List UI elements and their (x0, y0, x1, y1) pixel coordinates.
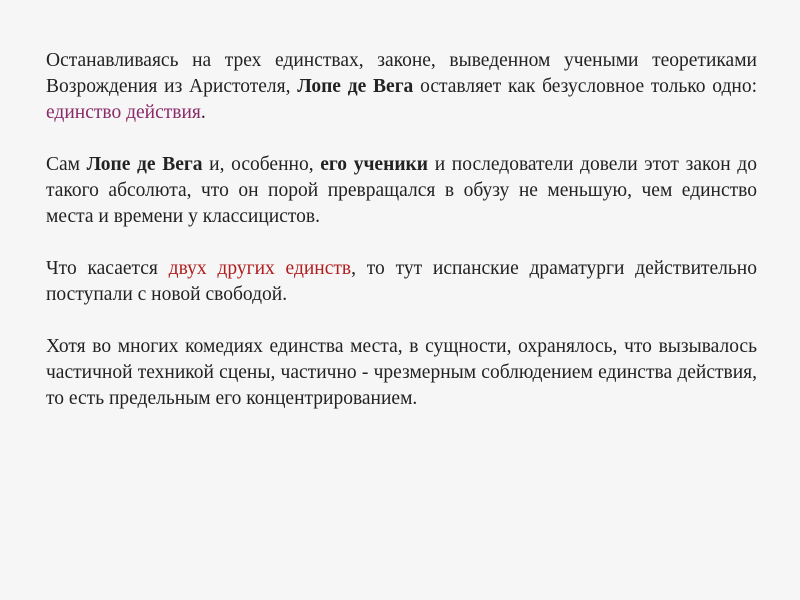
text-block (46, 48, 757, 412)
paragraph-2 (46, 152, 757, 230)
text-segment: . (200, 102, 206, 123)
text-segment: , то тут испанские драматурги действительно поступали с новой свободой. (46, 258, 757, 305)
text-segment: Останавливаясь на трех единствах, законе, выведенном учеными теоретиками Возрождения из Аристотеля, (46, 50, 757, 97)
text-segment: и последователи довели этот закон до такого абсолюта, что он порой превращался в обузу не меньшую, чем единство места и времени у классицистов. (46, 154, 757, 227)
text-segment: оставляет как безусловное только одно: (413, 76, 757, 97)
highlight-two-other-unities: двух других единств (168, 258, 352, 279)
text-segment: Сам (46, 154, 87, 175)
students-emphasis: его ученики (320, 154, 429, 175)
author-name: Лопе де Вега (297, 76, 414, 97)
paragraph-4 (46, 334, 757, 412)
highlight-unity-of-action: единство действия (46, 102, 201, 123)
author-name: Лопе де Вега (86, 154, 203, 175)
text-segment: и, особенно, (202, 154, 321, 175)
paragraph-3 (46, 256, 757, 308)
text-segment: Что касается (46, 258, 169, 279)
text-segment: Хотя во многих комедиях единства места, в сущности, охранялось, что вызывалось частичной техникой сцены, частично - чрезмерным соблюдением единства действия, то есть предельным его концентрированием. (46, 336, 757, 409)
paragraph-1 (46, 48, 757, 126)
